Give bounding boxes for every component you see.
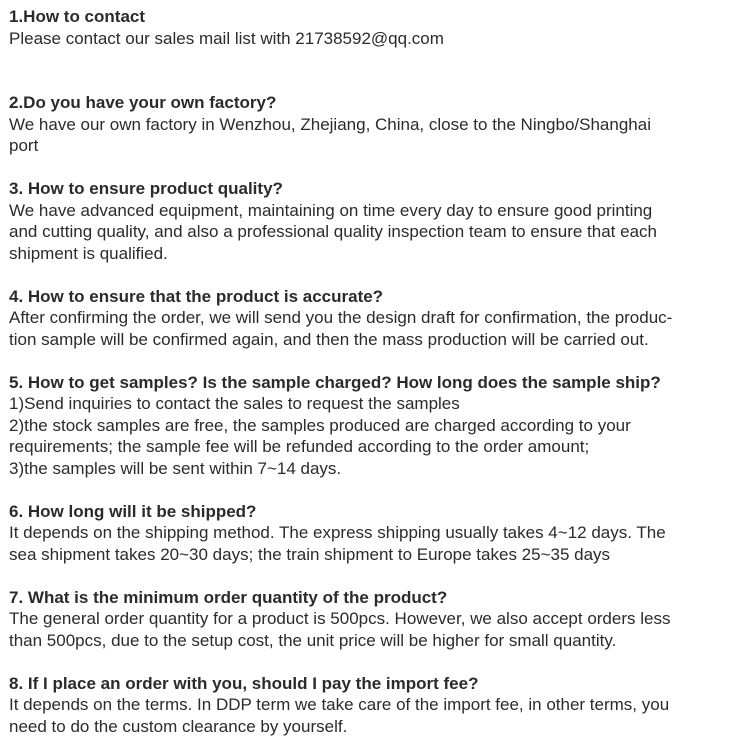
faq-item-how-to-contact xyxy=(9,6,744,49)
faq-item-samples xyxy=(9,372,744,480)
faq-answer-line: shipment is qualified. xyxy=(9,243,168,263)
faq-item-product-quality xyxy=(9,178,744,264)
faq-answer-line: 2)the stock samples are free, the samples produced are charged according to your xyxy=(9,415,631,435)
faq-answer-line: We have advanced equipment, maintaining on time every day to ensure good printing xyxy=(9,200,653,220)
faq-item-own-factory xyxy=(9,92,744,157)
faq-answer-line: than 500pcs, due to the setup cost, the unit price will be higher for small quantity. xyxy=(9,630,617,650)
faq-answer-line: sea shipment takes 20~30 days; the train shipment to Europe takes 25~35 days xyxy=(9,544,611,564)
faq-question: 7. What is the minimum order quantity of the product? xyxy=(9,587,448,607)
faq-question: 3. How to ensure product quality? xyxy=(9,179,283,198)
faq-answer-line: need to do the custom clearance by yourself. xyxy=(9,716,348,736)
faq-answer-line: After confirming the order, we will send you the design draft for confirmation, the produc- xyxy=(9,308,673,327)
faq-item-minimum-order xyxy=(9,587,744,652)
faq-question: 6. How long will it be shipped? xyxy=(9,501,257,521)
faq-answer-line: and cutting quality, and also a professional quality inspection team to ensure that each xyxy=(9,222,657,241)
faq-answer-line: We have our own factory in Wenzhou, Zhejiang, China, close to the Ningbo/Shanghai xyxy=(9,114,651,134)
faq-item-import-fee xyxy=(9,673,744,738)
faq-question: 2.Do you have your own factory? xyxy=(9,93,277,112)
faq-answer-line: 1)Send inquiries to contact the sales to request the samples xyxy=(9,394,460,413)
faq-answer-line: requirements; the sample fee will be refunded according to the order amount; xyxy=(9,437,590,456)
faq-item-product-accuracy xyxy=(9,286,744,351)
faq-answer-line: tion sample will be confirmed again, and then the mass production will be carried out. xyxy=(9,329,649,349)
faq-question: 1.How to contact xyxy=(9,7,146,26)
faq-question: 8. If I place an order with you, should I pay the import fee? xyxy=(9,673,479,693)
faq-question: 5. How to get samples? Is the sample charged? How long does the sample ship? xyxy=(9,372,661,392)
faq-item-shipping-time xyxy=(9,501,744,566)
faq-answer-line: The general order quantity for a product is 500pcs. However, we also accept orders less xyxy=(9,609,671,628)
faq-answer-line: Please contact our sales mail list with 21738592@qq.com xyxy=(9,28,444,48)
faq-answer-line: It depends on the terms. In DDP term we take care of the import fee, in other terms, you xyxy=(9,695,670,714)
faq-answer-line: port xyxy=(9,136,39,155)
faq-question: 4. How to ensure that the product is accurate? xyxy=(9,286,384,306)
faq-answer-line: It depends on the shipping method. The express shipping usually takes 4~12 days. The xyxy=(9,523,666,542)
faq-answer-line: 3)the samples will be sent within 7~14 days. xyxy=(9,458,342,478)
faq-document xyxy=(9,6,744,737)
